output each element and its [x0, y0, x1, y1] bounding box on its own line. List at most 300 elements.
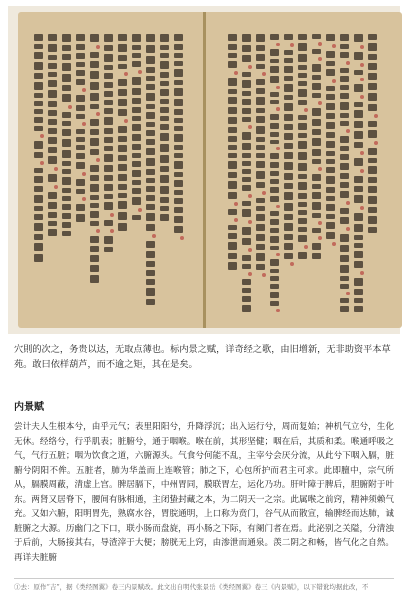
red-punctuation-mark: [374, 114, 378, 118]
handwritten-glyph: [146, 241, 155, 248]
handwritten-glyph: [312, 192, 321, 199]
handwritten-glyph: [34, 82, 43, 90]
handwritten-glyph: [340, 182, 349, 188]
handwritten-glyph: [284, 162, 293, 170]
handwritten-glyph: [174, 207, 183, 213]
handwritten-glyph: [76, 204, 85, 211]
handwritten-glyph: [104, 175, 113, 181]
red-punctuation-mark: [96, 112, 100, 116]
handwritten-glyph: [34, 109, 43, 114]
handwritten-glyph: [270, 179, 279, 184]
handwritten-glyph: [354, 52, 363, 60]
handwritten-glyph: [146, 34, 155, 42]
handwritten-glyph: [62, 169, 71, 174]
handwritten-column: [366, 34, 378, 312]
handwritten-glyph: [298, 152, 307, 160]
handwritten-glyph: [242, 238, 251, 245]
handwritten-glyph: [242, 305, 251, 312]
handwritten-glyph: [48, 110, 57, 116]
handwritten-glyph: [368, 93, 377, 101]
handwritten-glyph: [256, 224, 265, 231]
handwritten-glyph: [312, 159, 321, 164]
handwritten-glyph: [340, 234, 349, 242]
handwritten-glyph: [104, 65, 113, 70]
handwritten-glyph: [354, 243, 363, 248]
handwritten-glyph: [270, 276, 279, 280]
handwritten-glyph: [270, 301, 279, 305]
handwritten-glyph: [62, 213, 71, 219]
handwritten-glyph: [146, 299, 155, 305]
handwritten-glyph: [76, 153, 85, 159]
handwritten-glyph: [34, 152, 43, 158]
handwritten-column: [116, 34, 128, 312]
handwritten-glyph: [326, 232, 335, 239]
handwritten-glyph: [270, 171, 279, 176]
red-punctuation-mark: [332, 242, 336, 246]
handwritten-glyph: [284, 76, 293, 81]
handwritten-glyph: [270, 196, 279, 202]
red-punctuation-mark: [304, 245, 308, 249]
handwritten-glyph: [76, 214, 85, 222]
handwritten-glyph: [312, 49, 321, 54]
handwritten-glyph: [312, 184, 321, 189]
handwritten-glyph: [312, 64, 321, 72]
red-punctuation-mark: [40, 134, 44, 138]
handwritten-column: [226, 34, 238, 312]
red-punctuation-mark: [318, 42, 322, 46]
handwritten-glyph: [146, 45, 155, 53]
red-punctuation-mark: [346, 227, 350, 231]
manuscript-right-page: [206, 12, 402, 328]
handwritten-glyph: [104, 117, 113, 125]
handwritten-glyph: [284, 203, 293, 211]
handwritten-glyph: [118, 174, 127, 181]
handwritten-glyph: [48, 212, 57, 218]
handwritten-glyph: [104, 236, 113, 244]
handwritten-glyph: [174, 180, 183, 187]
red-punctuation-mark: [290, 262, 294, 266]
handwritten-glyph: [160, 133, 169, 141]
handwritten-glyph: [270, 100, 279, 104]
handwritten-glyph: [48, 221, 57, 226]
handwritten-glyph: [368, 43, 377, 51]
handwritten-glyph: [118, 126, 127, 133]
handwritten-glyph: [354, 176, 363, 184]
red-punctuation-mark: [248, 125, 252, 129]
handwritten-glyph: [34, 168, 43, 173]
handwritten-glyph: [256, 97, 265, 105]
handwritten-glyph: [298, 133, 307, 138]
handwritten-glyph: [354, 261, 363, 269]
red-punctuation-mark: [360, 271, 364, 275]
handwritten-glyph: [242, 91, 251, 96]
handwritten-glyph: [298, 210, 307, 215]
red-punctuation-mark: [138, 208, 142, 212]
handwritten-glyph: [354, 131, 363, 139]
handwritten-glyph: [146, 279, 155, 285]
handwritten-glyph: [242, 153, 251, 158]
handwritten-glyph: [242, 34, 251, 42]
handwritten-glyph: [354, 289, 363, 295]
handwritten-glyph: [326, 103, 335, 110]
handwritten-glyph: [340, 113, 349, 118]
handwritten-glyph: [256, 161, 265, 168]
handwritten-glyph: [118, 109, 127, 116]
handwritten-glyph: [312, 174, 321, 181]
handwritten-glyph: [62, 177, 71, 185]
handwritten-glyph: [242, 227, 251, 235]
red-punctuation-mark: [360, 206, 364, 210]
red-punctuation-mark: [248, 272, 252, 276]
handwritten-glyph: [340, 154, 349, 161]
handwritten-glyph: [174, 226, 183, 233]
handwritten-glyph: [104, 100, 113, 105]
handwritten-glyph: [228, 53, 237, 58]
handwritten-glyph: [340, 52, 349, 58]
handwritten-glyph: [284, 84, 293, 92]
handwritten-glyph: [76, 145, 85, 150]
handwritten-glyph: [312, 149, 321, 156]
red-punctuation-mark: [110, 229, 114, 233]
red-punctuation-mark: [318, 236, 322, 240]
handwritten-glyph: [104, 154, 113, 162]
handwritten-glyph: [284, 50, 293, 55]
red-punctuation-mark: [374, 141, 378, 145]
handwritten-glyph: [48, 128, 57, 134]
handwritten-glyph: [104, 91, 113, 97]
handwritten-glyph: [34, 254, 43, 262]
handwritten-glyph: [228, 61, 237, 68]
handwritten-glyph: [340, 306, 349, 312]
handwritten-glyph: [174, 153, 183, 158]
handwritten-glyph: [298, 100, 307, 105]
handwritten-glyph: [340, 284, 349, 289]
handwritten-glyph: [34, 243, 43, 251]
handwritten-glyph: [132, 180, 141, 185]
handwritten-column: [338, 34, 350, 312]
handwritten-glyph: [256, 88, 265, 94]
handwritten-glyph: [34, 101, 43, 106]
handwritten-glyph: [76, 70, 85, 76]
transcription-paragraph: 穴則的次之，务贵以达，无取点薄也。标内景之赋，详奇经之歌，由旧增新，无非助资平本草苑。敢曰依样葫芦，而不逾之矩，其在是矣。: [14, 344, 391, 370]
red-punctuation-mark: [276, 205, 280, 208]
handwritten-glyph: [298, 34, 307, 40]
handwritten-glyph: [228, 127, 237, 133]
handwritten-glyph: [326, 151, 335, 156]
handwritten-glyph: [340, 121, 349, 127]
handwritten-glyph: [228, 89, 237, 94]
handwritten-glyph: [174, 198, 183, 204]
handwritten-glyph: [354, 298, 363, 303]
handwritten-glyph: [298, 81, 307, 86]
handwritten-glyph: [160, 107, 169, 113]
handwritten-glyph: [104, 108, 113, 114]
handwritten-glyph: [174, 34, 183, 41]
handwritten-glyph: [256, 253, 265, 261]
handwritten-glyph: [174, 134, 183, 142]
red-punctuation-mark: [82, 88, 86, 92]
handwritten-glyph: [34, 93, 43, 98]
handwritten-glyph: [174, 190, 183, 195]
handwritten-glyph: [368, 166, 377, 174]
handwritten-glyph: [34, 141, 43, 149]
handwritten-glyph: [284, 223, 293, 231]
handwritten-glyph: [34, 73, 43, 79]
section-body-text: 尝计夫人生根本兮，由乎元气；表里阳阳兮，升降浮沉；出入运行兮，周而复始；神机气立兮，生化无休。经络兮，行乎肌表；脏腑兮，通于咽喉。喉在前，其形坚健；咽在后，其质和柔。喉通呼吸之气，气行五脏；咽为饮食之道，六腑源头。气食兮何能不乱，主宰兮会厌分流，从此兮下咽入膈，脏腑兮阴阳不侔。五脏者，肺为华盖而上连喉管；肺之下，心包所护而君主可求。此即膻中，宗气所从，膈膜周蔽，清虚上宫。脾居膈下，中州胃同，膜联胃左，运化乃功。肝叶障于脾后，胆腑附于叶东。两肾又居脊下，腰间有脉相通，主闭蛰封藏之本，为二阴天一之宗。此属喉之前窍，精神须赖气充。又如六腑，阳明胃先，熟腐水谷，胃脘通明，上口称为贲门，谷气从而散宣，输脾经而达肺，诚脏腑之大源。历幽门之下口，联小肠而盘旋，再小肠之下际，有阑门者在焉。此泌别之关隘，分清浊于后前，大肠接其右，导渣滓于大便；膀胱无上窍，由渗泄而通泉。羡二阴之和畅，皆气化之自然。再详夫脏腑: [14, 422, 394, 563]
handwritten-glyph: [118, 34, 127, 41]
handwritten-glyph: [368, 73, 377, 80]
handwritten-glyph: [228, 253, 237, 259]
handwritten-column: [254, 34, 266, 312]
handwritten-glyph: [228, 117, 237, 124]
red-punctuation-mark: [248, 194, 252, 198]
handwritten-glyph: [256, 34, 265, 42]
red-punctuation-mark: [82, 122, 86, 126]
handwritten-glyph: [368, 196, 377, 204]
handwritten-glyph: [270, 236, 279, 243]
handwritten-glyph: [104, 194, 113, 199]
red-punctuation-mark: [346, 292, 350, 296]
handwritten-glyph: [242, 209, 251, 217]
handwritten-glyph: [90, 82, 99, 90]
handwritten-glyph: [284, 95, 293, 100]
handwritten-glyph: [90, 246, 99, 252]
handwritten-glyph: [160, 144, 169, 152]
handwritten-glyph: [312, 108, 321, 116]
handwritten-glyph: [104, 82, 113, 88]
manuscript-left-page: [18, 12, 203, 328]
handwritten-glyph: [340, 217, 349, 225]
handwritten-glyph: [62, 54, 71, 60]
handwritten-glyph: [340, 102, 349, 110]
red-punctuation-mark: [346, 129, 350, 133]
handwritten-column: [282, 34, 294, 312]
handwritten-glyph: [228, 209, 237, 215]
handwritten-glyph: [326, 51, 335, 58]
handwritten-glyph: [242, 117, 251, 122]
handwritten-glyph: [48, 55, 57, 60]
handwritten-glyph: [242, 169, 251, 174]
handwritten-glyph: [132, 215, 141, 220]
red-punctuation-mark: [276, 86, 280, 89]
handwritten-glyph: [48, 72, 57, 77]
red-punctuation-mark: [262, 273, 266, 277]
handwritten-glyph: [368, 34, 377, 40]
handwritten-glyph: [354, 142, 363, 148]
handwritten-glyph: [312, 93, 321, 98]
handwritten-glyph: [90, 149, 99, 155]
handwritten-glyph: [242, 99, 251, 105]
handwritten-glyph: [368, 121, 377, 127]
handwritten-glyph: [298, 89, 307, 97]
handwritten-glyph: [174, 109, 183, 115]
handwritten-glyph: [340, 276, 349, 281]
handwritten-glyph: [90, 165, 99, 172]
handwritten-glyph: [256, 198, 265, 203]
handwritten-glyph: [132, 88, 141, 95]
handwritten-glyph: [270, 34, 279, 40]
handwritten-glyph: [368, 158, 377, 163]
handwritten-glyph: [48, 90, 57, 98]
handwritten-glyph: [354, 70, 363, 75]
handwritten-glyph: [242, 72, 251, 77]
handwritten-glyph: [62, 161, 71, 166]
handwritten-glyph: [62, 63, 71, 71]
handwritten-column: [46, 34, 58, 312]
handwritten-glyph: [76, 95, 85, 102]
handwritten-glyph: [146, 169, 155, 175]
handwritten-glyph: [62, 222, 71, 228]
red-punctuation-mark: [360, 151, 364, 155]
handwritten-glyph: [48, 229, 57, 236]
handwritten-glyph: [270, 162, 279, 168]
red-punctuation-mark: [276, 147, 280, 150]
handwritten-glyph: [326, 159, 335, 164]
handwritten-glyph: [174, 118, 183, 123]
handwritten-glyph: [368, 148, 377, 155]
handwritten-glyph: [90, 93, 99, 101]
handwritten-glyph: [62, 188, 71, 193]
handwritten-glyph: [34, 186, 43, 192]
red-punctuation-mark: [360, 169, 364, 173]
handwritten-glyph: [146, 270, 155, 276]
handwritten-glyph: [284, 173, 293, 180]
handwritten-glyph: [256, 145, 265, 150]
handwritten-glyph: [104, 202, 113, 210]
handwritten-glyph: [48, 44, 57, 52]
handwritten-glyph: [90, 211, 99, 218]
handwritten-column: [144, 34, 156, 312]
handwritten-glyph: [298, 163, 307, 171]
handwritten-glyph: [48, 63, 57, 69]
handwritten-glyph: [228, 233, 237, 239]
handwritten-glyph: [34, 176, 43, 183]
red-punctuation-mark: [332, 44, 336, 48]
handwritten-glyph: [118, 99, 127, 106]
handwritten-glyph: [256, 264, 265, 270]
handwritten-glyph: [270, 284, 279, 289]
handwritten-glyph: [48, 147, 57, 153]
handwritten-column: [324, 34, 336, 312]
handwritten-glyph: [242, 55, 251, 62]
handwritten-glyph: [256, 64, 265, 69]
handwritten-glyph: [354, 251, 363, 258]
handwritten-glyph: [160, 53, 169, 58]
handwritten-glyph: [174, 126, 183, 131]
handwritten-glyph: [132, 45, 141, 50]
handwritten-glyph: [228, 78, 237, 86]
handwritten-glyph: [62, 94, 71, 102]
handwritten-glyph: [270, 187, 279, 193]
handwritten-glyph: [104, 137, 113, 143]
manuscript-right-text: [226, 34, 378, 312]
handwritten-glyph: [104, 146, 113, 151]
handwritten-glyph: [146, 195, 155, 201]
handwritten-glyph: [284, 114, 293, 121]
handwritten-glyph: [354, 34, 363, 42]
handwritten-glyph: [242, 132, 251, 140]
handwritten-glyph: [284, 234, 293, 240]
red-punctuation-mark: [262, 191, 266, 195]
handwritten-glyph: [228, 161, 237, 169]
red-punctuation-mark: [318, 167, 322, 171]
handwritten-glyph: [132, 77, 141, 85]
handwritten-glyph: [340, 136, 349, 143]
handwritten-glyph: [146, 288, 155, 296]
handwritten-glyph: [90, 104, 99, 109]
handwritten-glyph: [340, 265, 349, 273]
red-punctuation-mark: [346, 201, 350, 205]
handwritten-glyph: [76, 44, 85, 50]
handwritten-glyph: [326, 132, 335, 138]
handwritten-glyph: [340, 76, 349, 82]
handwritten-glyph: [118, 164, 127, 171]
red-punctuation-mark: [124, 72, 128, 76]
handwritten-glyph: [48, 137, 57, 144]
handwritten-glyph: [90, 71, 99, 79]
handwritten-glyph: [62, 112, 71, 118]
handwritten-glyph: [62, 45, 71, 51]
handwritten-glyph: [146, 67, 155, 73]
handwritten-glyph: [326, 34, 335, 41]
handwritten-glyph: [256, 126, 265, 134]
handwritten-glyph: [284, 214, 293, 220]
handwritten-glyph: [256, 244, 265, 250]
handwritten-column: [352, 34, 364, 312]
handwritten-glyph: [132, 144, 141, 150]
handwritten-glyph: [174, 61, 183, 66]
handwritten-glyph: [284, 243, 293, 250]
handwritten-glyph: [312, 129, 321, 135]
handwritten-glyph: [354, 278, 363, 286]
handwritten-glyph: [312, 34, 321, 39]
handwritten-glyph: [326, 86, 335, 91]
handwritten-glyph: [160, 61, 169, 69]
handwritten-glyph: [90, 138, 99, 146]
handwritten-glyph: [312, 253, 321, 259]
handwritten-glyph: [118, 79, 127, 86]
handwritten-glyph: [104, 247, 113, 252]
handwritten-glyph: [62, 204, 71, 210]
handwritten-glyph: [76, 79, 85, 85]
handwritten-glyph: [256, 182, 265, 188]
manuscript-left-text: [32, 34, 184, 312]
handwritten-glyph: [326, 69, 335, 76]
handwritten-glyph: [174, 88, 183, 96]
red-punctuation-mark: [96, 158, 100, 162]
handwritten-glyph: [118, 89, 127, 96]
handwritten-glyph: [284, 124, 293, 130]
handwritten-glyph: [160, 45, 169, 50]
handwritten-glyph: [256, 54, 265, 61]
handwritten-glyph: [228, 242, 237, 250]
handwritten-glyph: [242, 279, 251, 285]
handwritten-glyph: [146, 56, 155, 64]
handwritten-glyph: [368, 63, 377, 70]
red-punctuation-mark: [276, 107, 280, 110]
handwritten-glyph: [270, 49, 279, 56]
handwritten-glyph: [298, 43, 307, 51]
red-punctuation-mark: [152, 234, 156, 238]
red-punctuation-mark: [360, 95, 364, 99]
handwritten-glyph: [354, 224, 363, 232]
handwritten-column: [60, 34, 72, 312]
handwritten-glyph: [76, 129, 85, 134]
handwritten-glyph: [48, 192, 57, 199]
handwritten-glyph: [354, 195, 363, 203]
handwritten-glyph: [146, 251, 155, 258]
handwritten-glyph: [118, 136, 127, 142]
